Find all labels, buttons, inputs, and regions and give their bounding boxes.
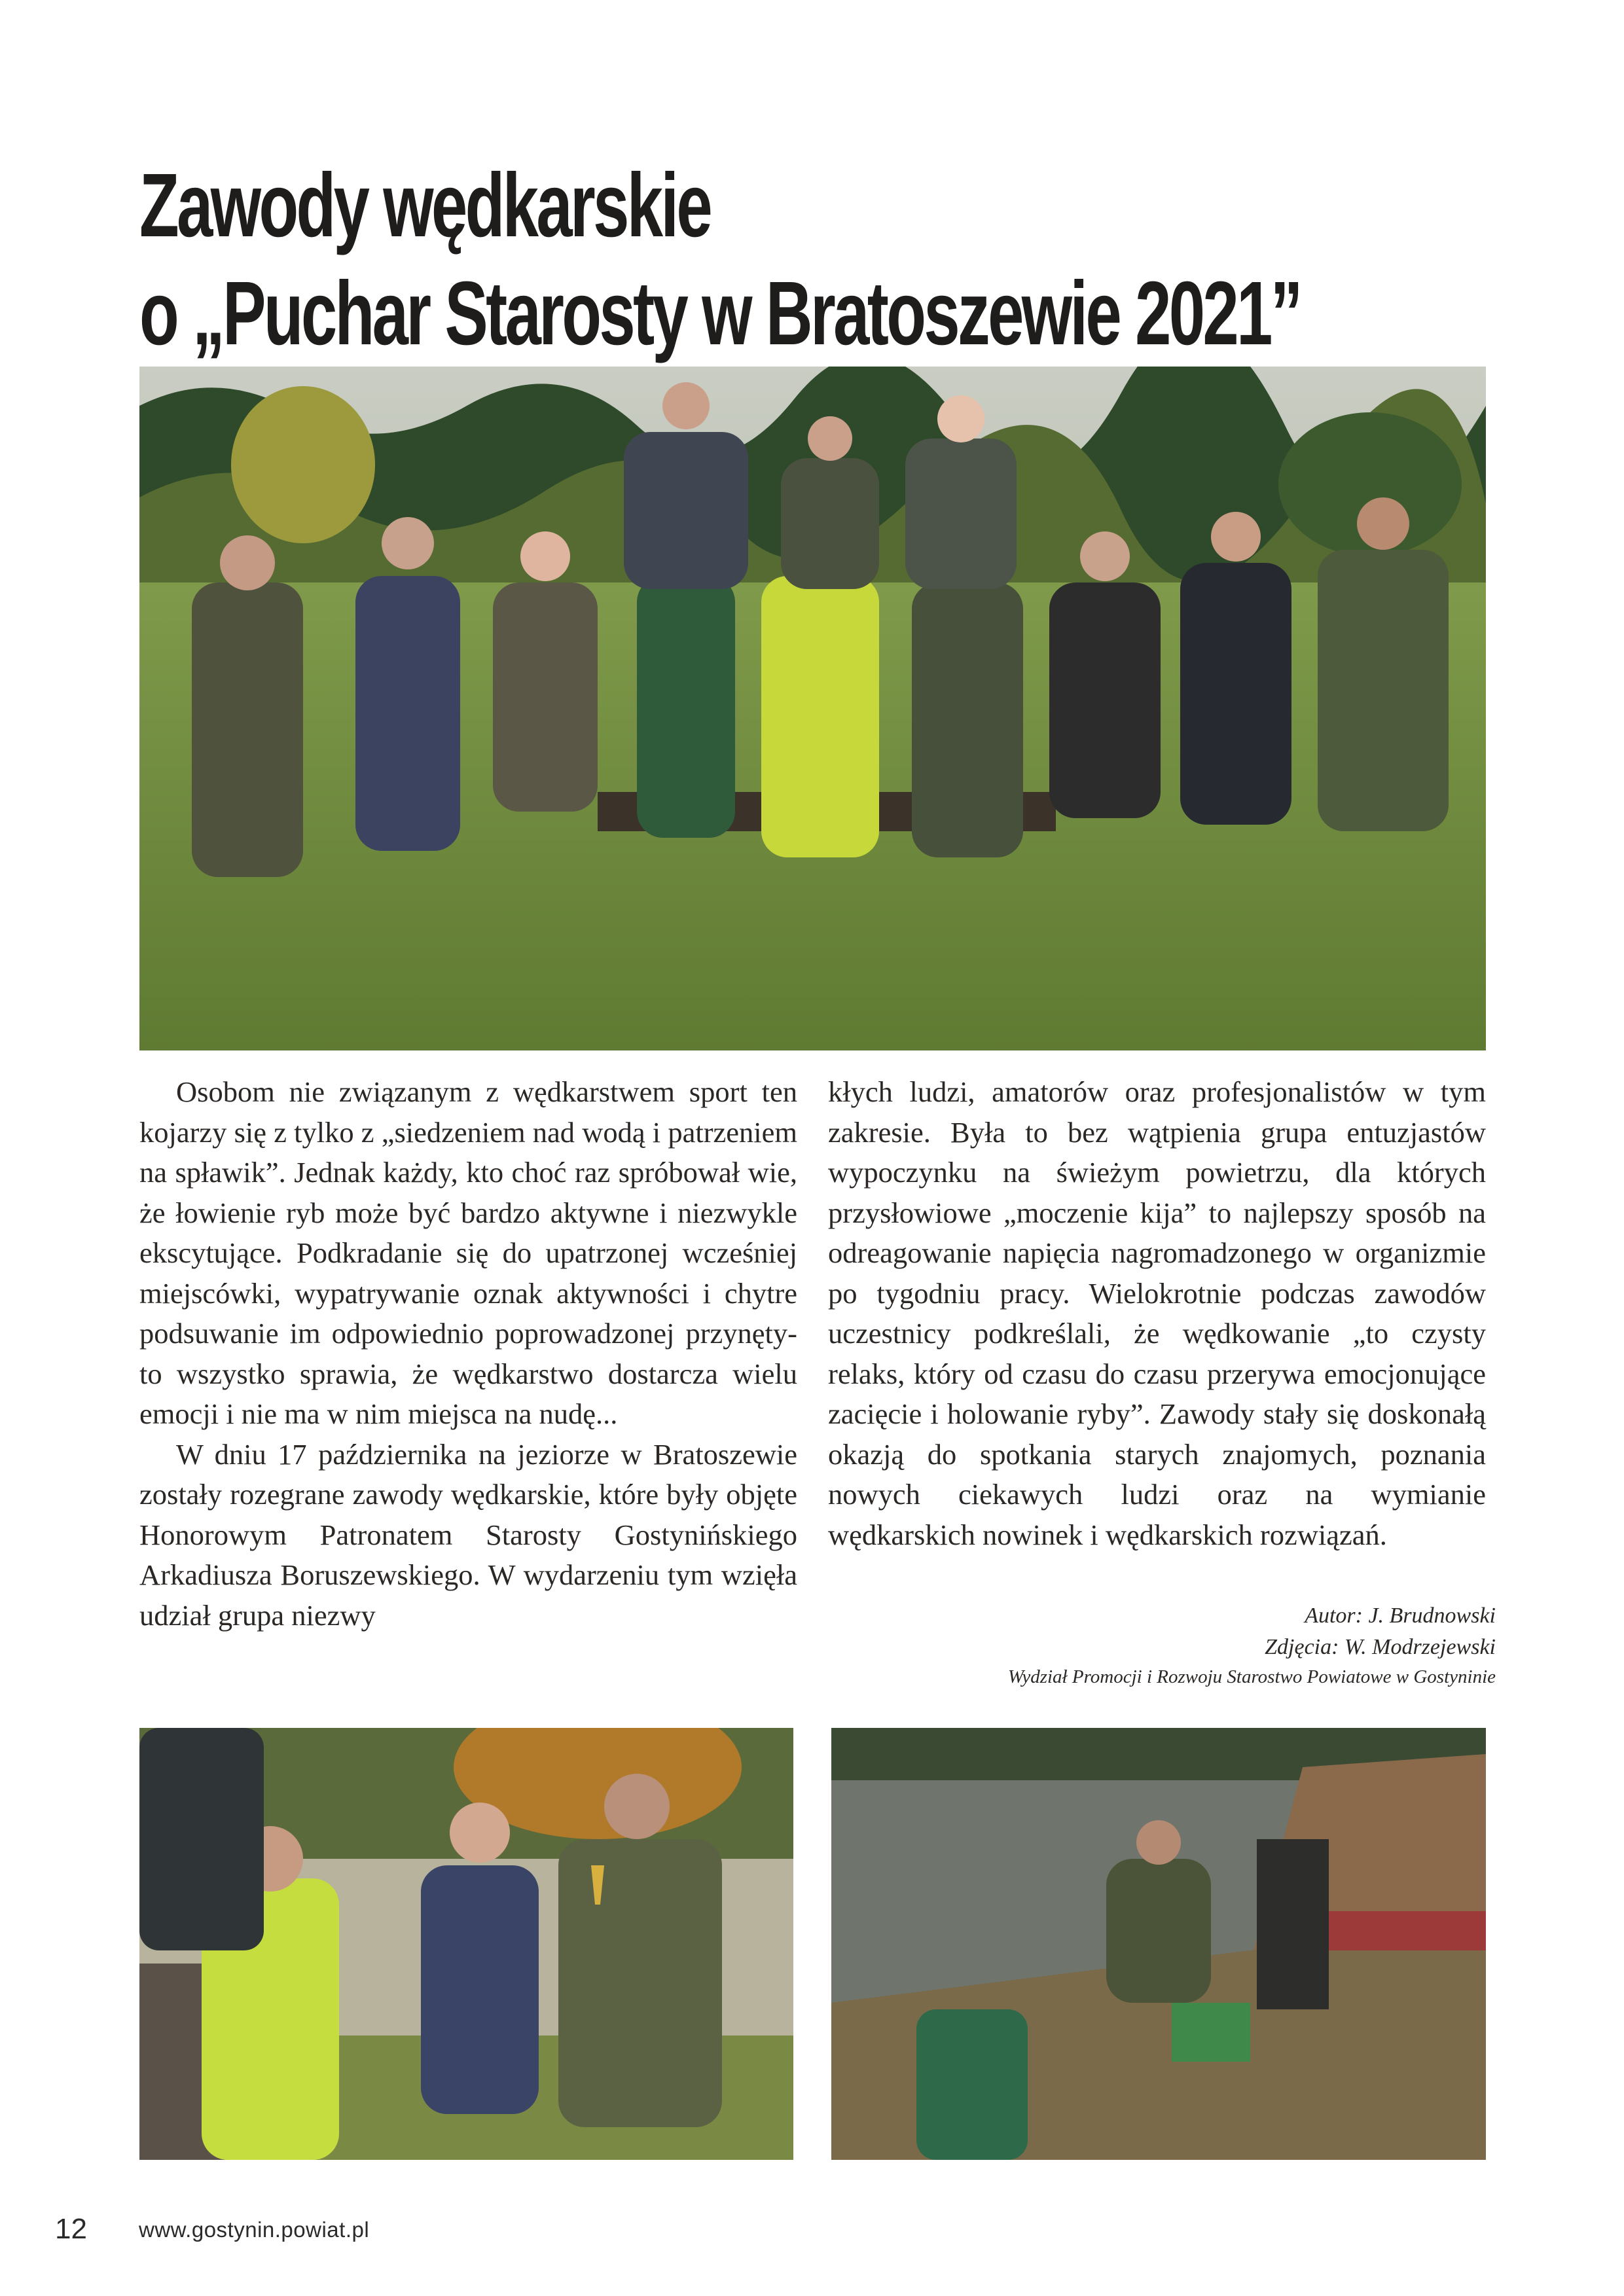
column-right (828, 1072, 1486, 1555)
angler-at-lake-photo (831, 1728, 1486, 2160)
author-credit: Autor: J. Brudnowski (1305, 1604, 1496, 1628)
page-number: 12 (55, 2213, 87, 2245)
footer-url[interactable]: www.gostynin.powiat.pl (139, 2217, 370, 2242)
article-credits (841, 1600, 1496, 1691)
department-credit: Wydział Promocji i Rozwoju Starostwo Powiatowe w Gostyninie (1007, 1666, 1496, 1687)
photo-credit: Zdjęcia: W. Modrzejewski (1265, 1635, 1496, 1659)
article-title (139, 152, 1301, 368)
title-line-2: o „Puchar Starosty w Bratoszewie 2021” (139, 263, 1301, 364)
paragraph-1: Osobom nie związanym z wędkarstwem sport ten kojarzy się z tylko z „siedzeniem nad wodą i patrzeniem na spławik”. Jednak każdy, kto choć raz spróbował wie, że łowienie ryb może być bardzo aktywne i niezwykle ekscytujące. Podkradanie się do upatrzonej wcześniej miejscówki, wypatrywanie oznak aktywności i chytre podsuwanie im odpowiednio poprowadzonej przynęty-to wszystko sprawia, że wędkarstwo dostarcza wielu emocji i nie ma w nim miejsca na nudę... (139, 1075, 797, 1430)
paragraph-2: W dniu 17 października na jeziorze w Bratoszewie zostały rozegrane zawody wędkarskie, które były objęte Honorowym Patronatem Starosty Gostynińskiego Arkadiusza Boruszewskiego. W wydarzeniu tym wzięła udział grupa niezwy (139, 1437, 797, 1632)
trophy-award-photo (139, 1728, 793, 2160)
main-group-photo (139, 367, 1486, 1050)
title-line-1: Zawody wędkarskie (139, 155, 711, 256)
paragraph-3: kłych ludzi, amatorów oraz profesjonalistów w tym zakresie. Była to bez wątpienia grupa entuzjastów wypoczynku na świeżym powietrzu, dla których przysłowiowe „moczenie kija” to najlepszy sposób na odreagowanie napięcia nagromadzonego w organizmie po tygodniu pracy. Wielokrotnie podczas zawodów uczestnicy podkreślali, że wędkowanie „to czysty relaks, który od czasu do czasu przerywa emocjonujące zacięcie i holowanie ryby”. Zawody stały się doskonałą okazją do spotkania starych znajomych, poznania nowych ciekawych ludzi oraz na wymianie wędkarskich nowinek i wędkarskich rozwiązań. (828, 1075, 1486, 1551)
column-left (139, 1072, 797, 1636)
